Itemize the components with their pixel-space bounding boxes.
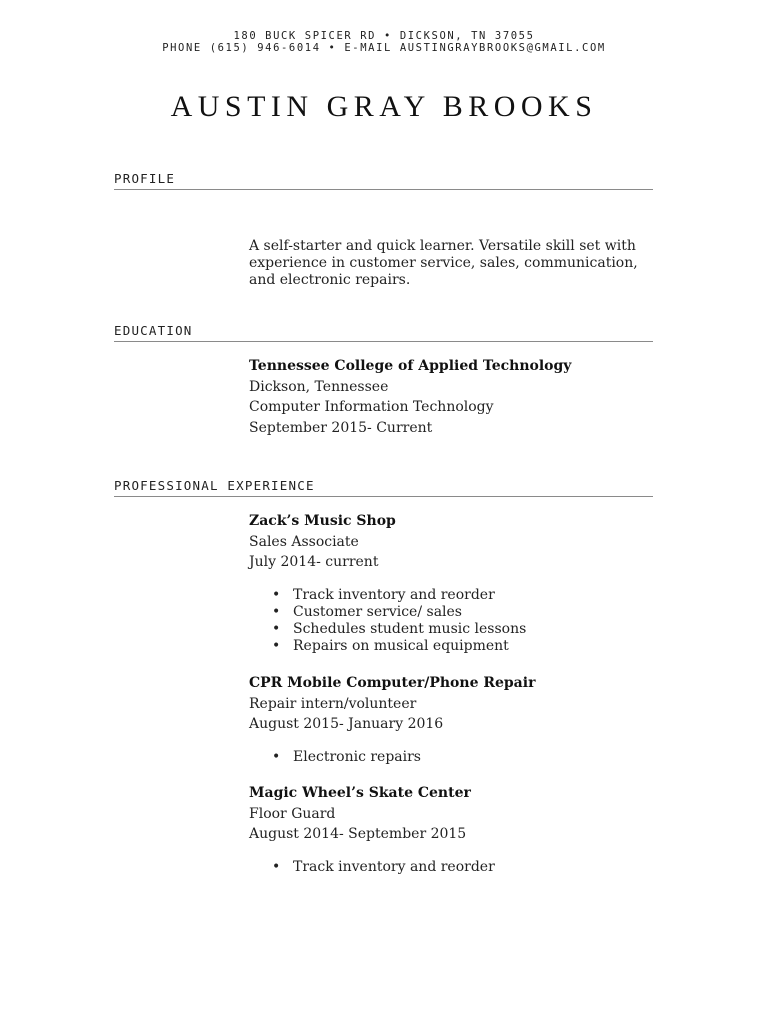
- resume-name: AUSTIN GRAY BROOKS: [170, 90, 598, 123]
- list-item: [249, 587, 649, 604]
- bullet-icon: •: [272, 586, 281, 603]
- list-item: [249, 604, 649, 621]
- job-title: Floor Guard: [249, 805, 336, 822]
- education-school: Tennessee College of Applied Technology: [249, 358, 572, 374]
- duty-text: Electronic repairs: [293, 748, 421, 765]
- bullet-icon: •: [272, 858, 281, 875]
- duty-text: Repairs on musical equipment: [293, 637, 509, 654]
- education-heading-text: EDUCATION: [114, 323, 193, 338]
- job-duties-list: [249, 749, 649, 766]
- job-entry: [249, 783, 649, 876]
- job-employer: Zack’s Music Shop: [249, 513, 396, 529]
- job-title: Sales Associate: [249, 533, 359, 550]
- job-dates: August 2014- September 2015: [249, 826, 467, 842]
- education-program: Computer Information Technology: [249, 399, 494, 415]
- education-dates: September 2015- Current: [249, 419, 433, 436]
- bullet-icon: •: [272, 748, 281, 765]
- contact-phone-email: PHONE (615) 946-6014 • E-MAIL AUSTINGRAYBROOKS@GMAIL.COM: [162, 42, 606, 54]
- profile-heading-text: PROFILE: [114, 171, 176, 186]
- job-employer: Magic Wheel’s Skate Center: [249, 785, 471, 801]
- job-dates: August 2015- January 2016: [249, 716, 444, 732]
- contact-address: 180 BUCK SPICER RD • DICKSON, TN 37055: [233, 30, 535, 42]
- job-title: Repair intern/volunteer: [249, 695, 417, 712]
- job-entry: [249, 511, 649, 655]
- list-item: [249, 749, 649, 766]
- education-section-heading: [114, 320, 653, 342]
- bullet-icon: •: [272, 637, 281, 654]
- job-employer: CPR Mobile Computer/Phone Repair: [249, 675, 536, 691]
- education-location: Dickson, Tennessee: [249, 378, 389, 395]
- job-duties-list: [249, 587, 649, 655]
- list-item: [249, 621, 649, 638]
- profile-section-heading: [114, 168, 653, 190]
- duty-text: Schedules student music lessons: [293, 620, 527, 637]
- profile-summary: A self-starter and quick learner. Versatile skill set with experience in customer service, sales, communication, and electronic repairs.: [249, 238, 638, 288]
- list-item: [249, 638, 649, 655]
- duty-text: Track inventory and reorder: [293, 858, 495, 875]
- experience-section-heading: [114, 475, 653, 497]
- bullet-icon: •: [272, 620, 281, 637]
- job-duties-list: [249, 859, 649, 876]
- experience-heading-text: PROFESSIONAL EXPERIENCE: [114, 478, 315, 493]
- bullet-icon: •: [272, 603, 281, 620]
- duty-text: Track inventory and reorder: [293, 586, 495, 603]
- job-entry: [249, 673, 649, 766]
- duty-text: Customer service/ sales: [293, 603, 462, 620]
- list-item: [249, 859, 649, 876]
- job-dates: July 2014- current: [249, 554, 379, 570]
- education-entry: [249, 356, 649, 438]
